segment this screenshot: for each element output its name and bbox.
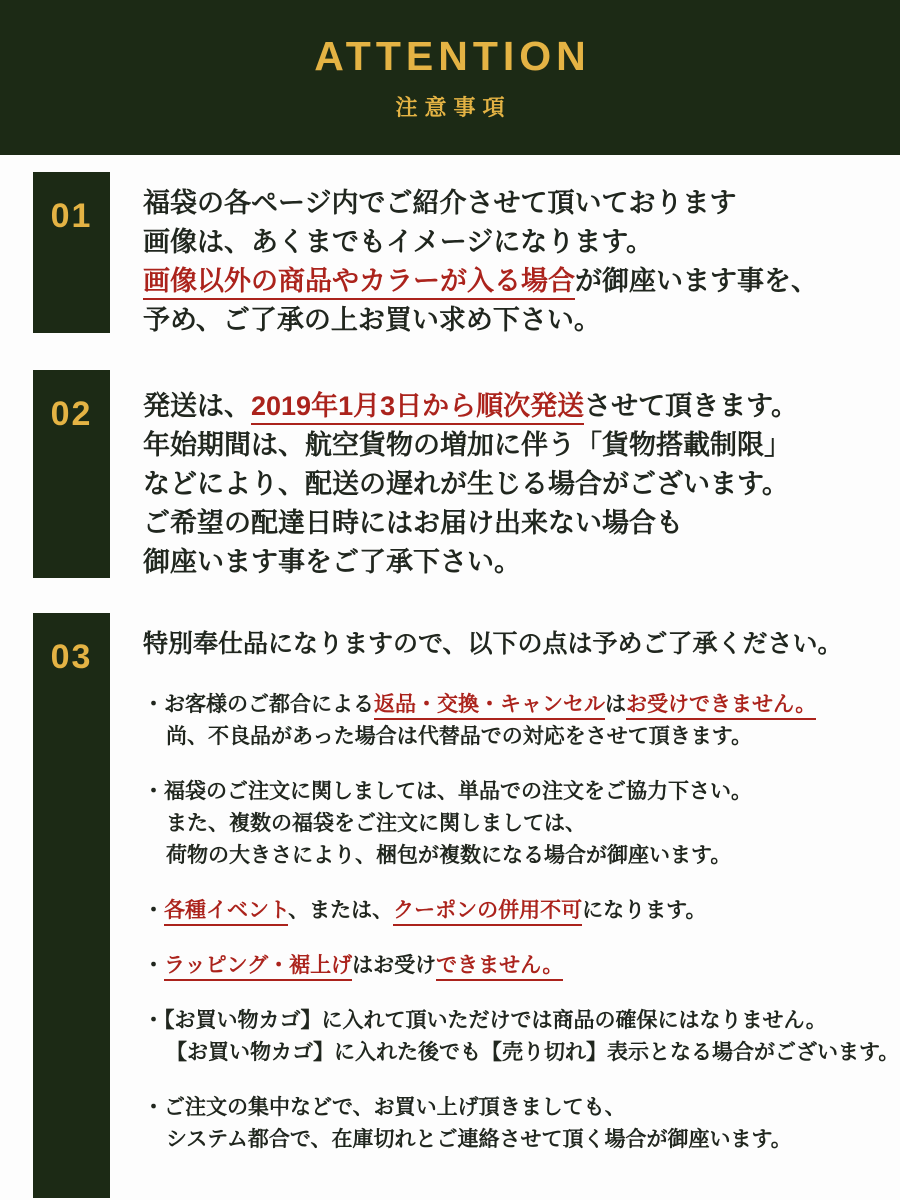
plain-text: 特別奉仕品になりますので、以下の点は予めご了承ください。 — [143, 630, 843, 658]
text-block — [143, 387, 798, 582]
bullet-item — [143, 1005, 899, 1069]
section-content — [143, 172, 818, 340]
text-line — [143, 895, 899, 927]
section-content — [143, 370, 798, 582]
section-number-badge: 03 — [33, 613, 110, 1198]
plain-text: が御座います事を、 — [575, 266, 818, 296]
plain-text: ・お客様のご都合による — [143, 693, 374, 716]
emphasized-text: クーポンの併用不可 — [393, 899, 582, 926]
notice-section-02 — [33, 370, 900, 582]
plain-text: 福袋の各ページ内でご紹介させて頂いております — [143, 188, 737, 218]
plain-text: また、複数の福袋をご注文に関しましては、 — [166, 812, 586, 835]
text-block — [143, 627, 899, 661]
plain-text: 【お買い物カゴ】に入れた後でも【売り切れ】表示となる場合がございます。 — [166, 1041, 900, 1064]
text-line — [143, 504, 798, 543]
notice-section-03 — [33, 613, 900, 1198]
bullet-item — [143, 689, 899, 753]
plain-text: 、または、 — [288, 899, 394, 922]
text-line — [143, 808, 899, 840]
text-line — [143, 776, 899, 808]
plain-text: は — [605, 693, 626, 716]
emphasized-text: ラッピング・裾上げ — [164, 954, 352, 981]
plain-text: などにより、配送の遅れが生じる場合がございます。 — [143, 469, 789, 499]
emphasized-text: 2019年1月3日から順次発送 — [251, 391, 584, 425]
text-line — [143, 840, 899, 872]
plain-text: 予め、ご了承の上お買い求め下さい。 — [143, 305, 601, 335]
plain-text: 発送は、 — [143, 391, 251, 421]
plain-text: ・ — [143, 954, 164, 977]
plain-text: ・福袋のご注文に関しましては、単品での注文をご協力下さい。 — [143, 780, 752, 803]
text-line — [143, 721, 899, 753]
text-line — [143, 1037, 899, 1069]
emphasized-text: 各種イベント — [164, 899, 288, 926]
text-line — [143, 1092, 899, 1124]
plain-text: 荷物の大きさにより、梱包が複数になる場合が御座います。 — [166, 844, 732, 867]
text-line — [143, 184, 818, 223]
text-line — [143, 301, 818, 340]
text-line — [143, 465, 798, 504]
page-title: ATTENTION — [314, 33, 591, 79]
notice-section-01 — [33, 172, 900, 340]
bullet-item — [143, 895, 899, 927]
plain-text: させて頂きます。 — [584, 391, 798, 421]
plain-text: ・ご注文の集中などで、お買い上げ頂きましても、 — [143, 1096, 626, 1119]
emphasized-text: 画像以外の商品やカラーが入る場合 — [143, 266, 575, 300]
text-line — [143, 543, 798, 582]
plain-text: はお受け — [352, 954, 437, 977]
plain-text: ・【お買い物カゴ】に入れて頂いただけでは商品の確保にはなりません。 — [143, 1009, 827, 1032]
notice-sections — [0, 172, 900, 1198]
page-subtitle: 注意事項 — [395, 95, 512, 120]
bullet-item — [143, 950, 899, 982]
plain-text: 尚、不良品があった場合は代替品での対応をさせて頂きます。 — [166, 725, 753, 748]
emphasized-text: 返品・交換・キャンセル — [374, 693, 605, 720]
bullet-item — [143, 776, 899, 872]
plain-text: 年始期間は、航空貨物の増加に伴う「貨物搭載制限」 — [143, 430, 791, 460]
attention-header — [0, 0, 900, 155]
plain-text: になります。 — [582, 899, 707, 922]
plain-text: ご希望の配達日時にはお届け出来ない場合も — [143, 508, 683, 538]
text-line — [143, 1005, 899, 1037]
emphasized-text: お受けできません。 — [626, 693, 816, 720]
emphasized-text: できません。 — [436, 954, 563, 981]
bullet-item — [143, 1092, 899, 1156]
plain-text: ・ — [143, 899, 164, 922]
text-line — [143, 387, 798, 426]
plain-text: 御座います事をご了承下さい。 — [143, 547, 521, 577]
text-line — [143, 689, 899, 721]
text-line — [143, 950, 899, 982]
text-line — [143, 426, 798, 465]
text-line — [143, 627, 899, 661]
section-number-badge: 02 — [33, 370, 110, 578]
text-line — [143, 223, 818, 262]
text-block — [143, 184, 818, 340]
text-line — [143, 1124, 899, 1156]
section-number-badge: 01 — [33, 172, 110, 333]
section-content — [143, 613, 899, 1156]
plain-text: システム都合で、在庫切れとご連絡させて頂く場合が御座います。 — [166, 1128, 792, 1151]
text-line — [143, 262, 818, 301]
plain-text: 画像は、あくまでもイメージになります。 — [143, 227, 654, 257]
